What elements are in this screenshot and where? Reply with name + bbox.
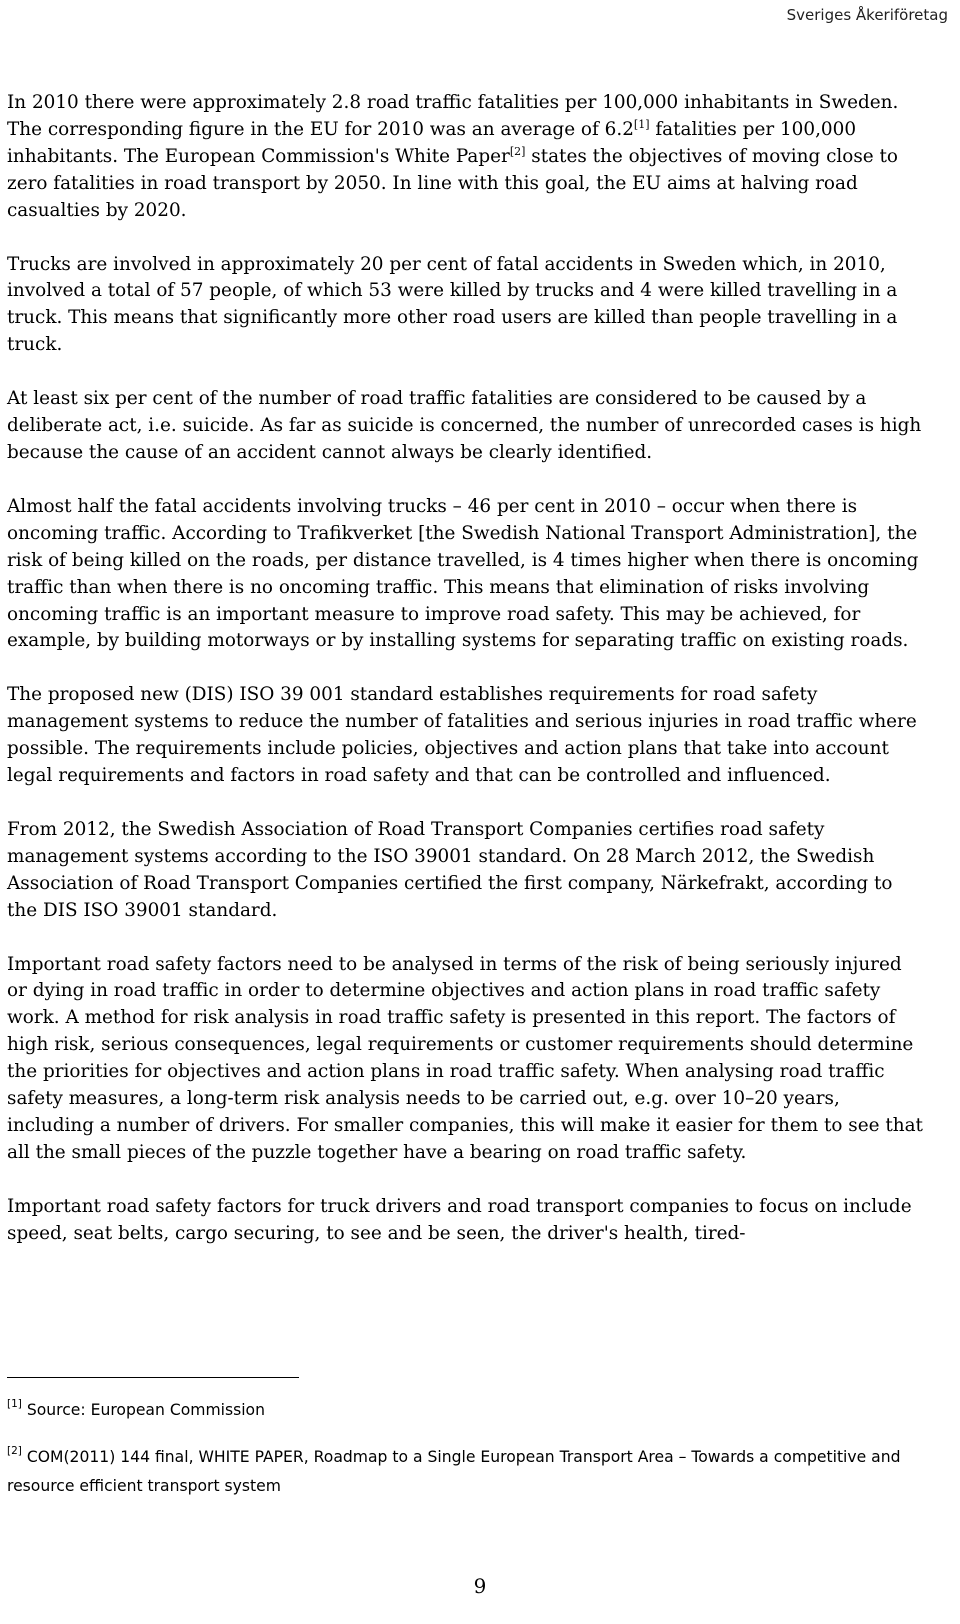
footnote-item: [7, 1396, 932, 1425]
footnote-marker: [1]: [7, 1398, 22, 1410]
footnote-reference[interactable]: [2]: [509, 144, 526, 158]
footnote-text: Source: European Commission: [21, 1401, 265, 1419]
running-header: Sveriges Åkeriföretag: [786, 6, 948, 24]
paragraph-fatality-statistics: [7, 90, 927, 225]
body-text: [7, 90, 927, 1248]
paragraph-iso-standard: The proposed new (DIS) ISO 39 001 standard establishes requirements for road safety management systems to reduce the number of fatalities and serious injuries in road traffic where possible. The requirements include policies, objectives and action plans that take into account legal requirements and factors in road safety and that can be controlled and influenced.: [7, 684, 917, 787]
footnote-reference[interactable]: [1]: [633, 117, 650, 131]
footnote-divider: [7, 1377, 299, 1378]
paragraph-certification: From 2012, the Swedish Association of Road Transport Companies certifies road safety management systems according to the ISO 39001 standard. On 28 March 2012, the Swedish Association of Road Transport Companies certified the first company, Närkefrakt, according to the DIS ISO 39001 standard.: [7, 818, 893, 921]
paragraph-text: fatalities per 100,000 inhabitants. The European Commission's White Paper: [7, 118, 857, 167]
footnote-text: COM(2011) 144 final, WHITE PAPER, Roadmap to a Single European Transport Area – Towards a competitive and resource efficient transport system: [7, 1448, 901, 1495]
page-number: 9: [473, 1574, 487, 1598]
footnotes: [7, 1396, 932, 1501]
paragraph-text: states the objectives of moving close to zero fatalities in road transport by 2050. In line with this goal, the EU aims at halving road casualties by 2020.: [7, 145, 898, 221]
paragraph-suicide: At least six per cent of the number of road traffic fatalities are considered to be caused by a deliberate act, i.e. suicide. As far as suicide is concerned, the number of unrecorded cases is high because the cause of an accident cannot always be clearly identified.: [7, 388, 922, 463]
paragraph-text: In 2010 there were approximately 2.8 road traffic fatalities per 100,000 inhabitants in Sweden. The corresponding figure in the EU for 2010 was an average of 6.2: [7, 92, 899, 140]
paragraph-truck-involvement: Trucks are involved in approximately 20 per cent of fatal accidents in Sweden which, in 2010, involved a total of 57 people, of which 53 were killed by trucks and 4 were killed travelling in a truck. This means that significantly more other road users are killed than people travelling in a truck.: [7, 253, 898, 356]
footnote-marker: [2]: [7, 1445, 22, 1457]
paragraph-safety-factors: Important road safety factors for truck drivers and road transport companies to focus on include speed, seat belts, cargo securing, to see and be seen, the driver's health, tired-: [7, 1195, 912, 1244]
footnote-item: [7, 1443, 932, 1501]
paragraph-risk-analysis: Important road safety factors need to be analysed in terms of the risk of being seriously injured or dying in road traffic in order to determine objectives and action plans in road traffic safety work. A method for risk analysis in road traffic safety is presented in this report. The factors of high risk, serious consequences, legal requirements or customer requirements should determine the priorities for objectives and action plans in road traffic safety. When analysing road traffic safety measures, a long-term risk analysis needs to be carried out, e.g. over 10–20 years, including a number of drivers. For smaller companies, this will make it easier for them to see that all the small pieces of the puzzle together have a bearing on road traffic safety.: [7, 953, 923, 1163]
paragraph-oncoming-traffic: Almost half the fatal accidents involving trucks – 46 per cent in 2010 – occur when there is oncoming traffic. According to Trafikverket [the Swedish National Transport Administration], the risk of being killed on the roads, per distance travelled, is 4 times higher when there is oncoming traffic than when there is no oncoming traffic. This means that elimination of risks involving oncoming traffic is an important measure to improve road safety. This may be achieved, for example, by building motorways or by installing systems for separating traffic on existing roads.: [7, 495, 919, 652]
